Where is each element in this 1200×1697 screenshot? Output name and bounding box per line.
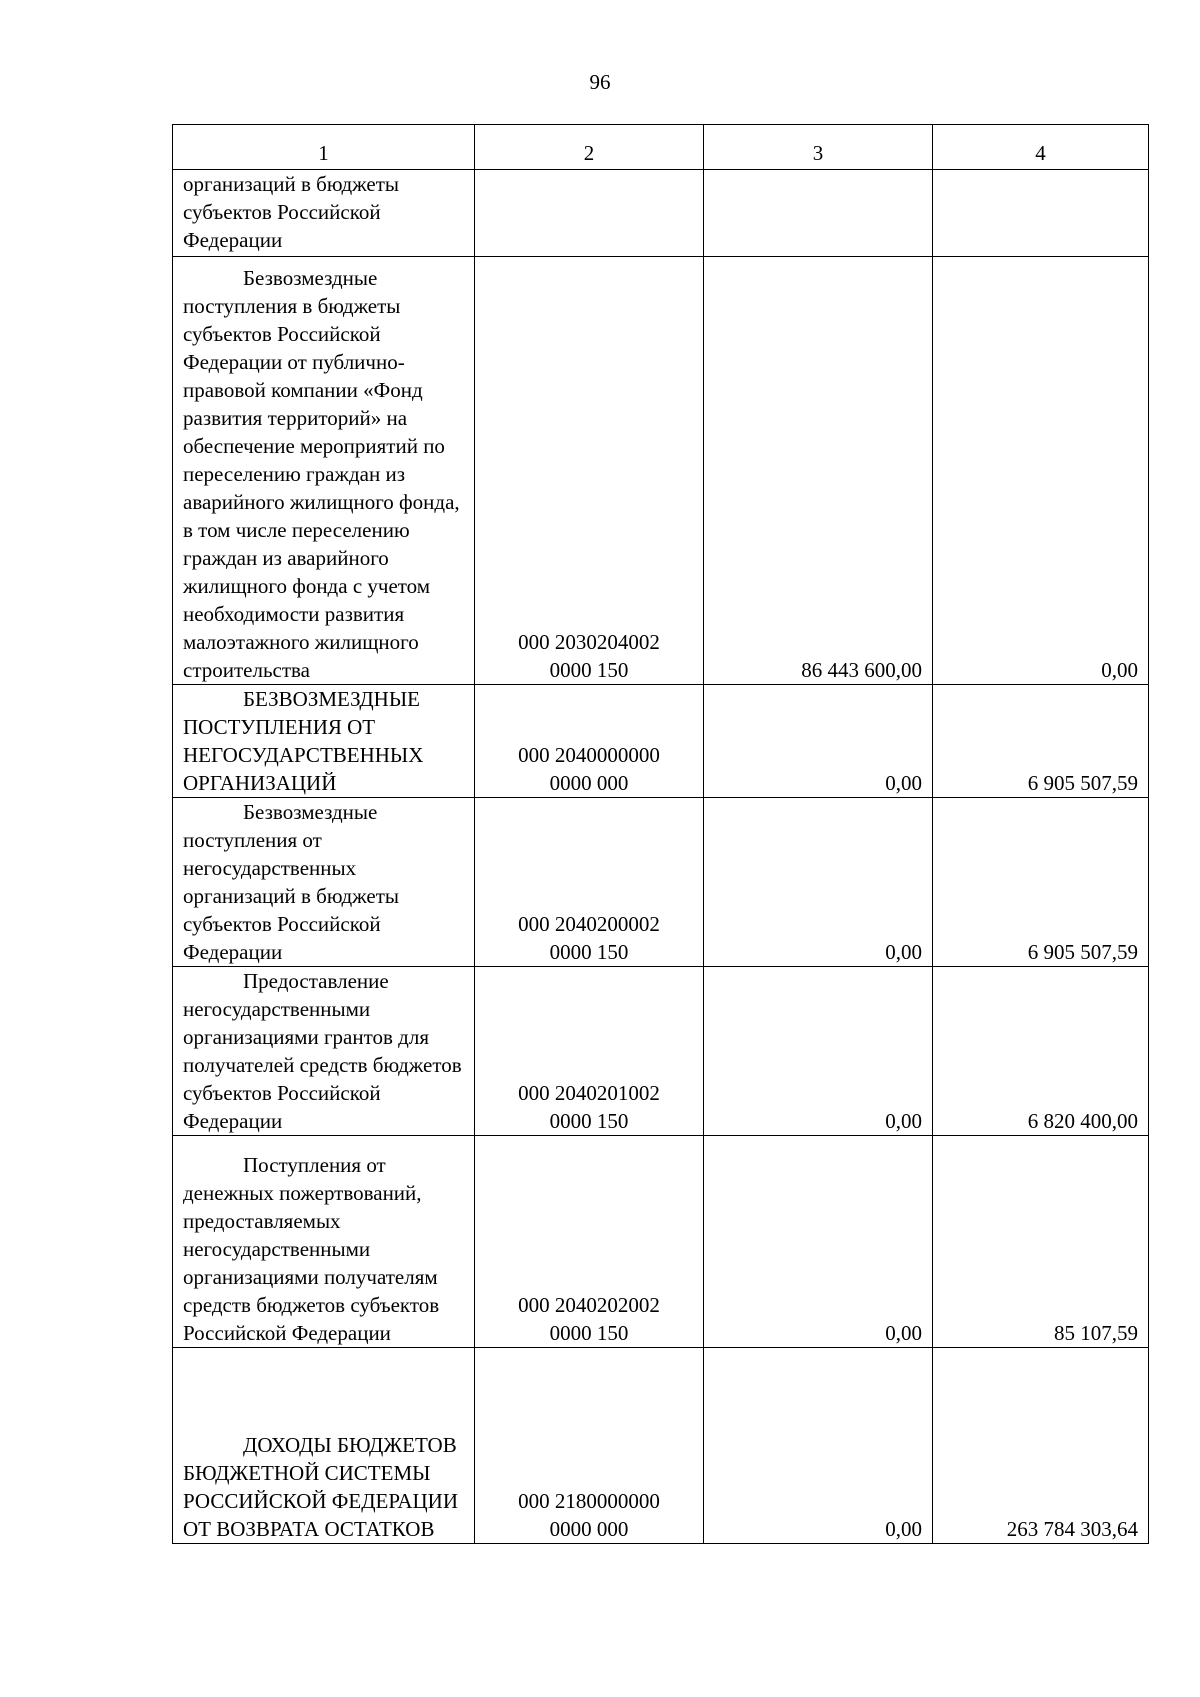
row-code-line2: 0000 000 bbox=[549, 1517, 629, 1541]
row-name-text: Безвозмездные поступления в бюджеты субъектов Российской Федерации от публично-правовой компании «Фонд развития территорий» на обеспечение мероприятий по переселению граждан из аварийного жилищного фонда, в том числе переселению граждан из аварийного жилищного фонда с учетом необходимости развития малоэтажного жилищного строительства bbox=[183, 266, 460, 682]
row-code-line2: 0000 150 bbox=[549, 1321, 629, 1345]
budget-table bbox=[172, 124, 1149, 1544]
row-name-text: Предоставление негосударственными организациями грантов для получателей средств бюджетов субъектов Российской Федерации bbox=[183, 969, 462, 1133]
row-code-line2: 0000 150 bbox=[549, 1109, 629, 1133]
row-code bbox=[475, 1348, 704, 1544]
row-code-line1: 000 2040200002 bbox=[518, 912, 660, 936]
row-name-text: организаций в бюджеты субъектов Российской Федерации bbox=[183, 172, 399, 252]
row-amount-col3: 0,00 bbox=[704, 1136, 933, 1348]
row-code-line1: 000 2040000000 bbox=[518, 743, 660, 767]
row-code-line1: 000 2180000000 bbox=[518, 1489, 660, 1513]
row-name-text: Поступления от денежных пожертвований, предоставляемых негосударственными организациями получателям средств бюджетов субъектов Российской Федерации bbox=[183, 1153, 440, 1345]
table-row bbox=[173, 1348, 1149, 1544]
row-amount-col3: 0,00 bbox=[704, 1348, 933, 1544]
row-name bbox=[173, 257, 475, 685]
column-header-4: 4 bbox=[933, 125, 1149, 170]
row-name-text: Безвозмездные поступления от негосударственных организаций в бюджеты субъектов Российской Федерации bbox=[183, 800, 399, 964]
column-header-3: 3 bbox=[704, 125, 933, 170]
row-code bbox=[475, 170, 704, 257]
row-amount-col3 bbox=[704, 170, 933, 257]
row-amount-col4: 6 905 507,59 bbox=[933, 798, 1149, 967]
row-name bbox=[173, 685, 475, 798]
row-amount-col4: 6 820 400,00 bbox=[933, 967, 1149, 1136]
row-name bbox=[173, 1348, 475, 1544]
row-code-line2: 0000 000 bbox=[549, 771, 629, 795]
row-name-text: БЕЗВОЗМЕЗДНЫЕ ПОСТУПЛЕНИЯ ОТ НЕГОСУДАРСТВЕННЫХ ОРГАНИЗАЦИЙ bbox=[183, 687, 424, 795]
table-row bbox=[173, 967, 1149, 1136]
row-amount-col3: 0,00 bbox=[704, 967, 933, 1136]
row-name bbox=[173, 967, 475, 1136]
column-header-2: 2 bbox=[475, 125, 704, 170]
row-code bbox=[475, 798, 704, 967]
row-amount-col4: 263 784 303,64 bbox=[933, 1348, 1149, 1544]
row-amount-col4: 85 107,59 bbox=[933, 1136, 1149, 1348]
row-amount-col4: 6 905 507,59 bbox=[933, 685, 1149, 798]
table-row bbox=[173, 798, 1149, 967]
row-code-line2: 0000 150 bbox=[549, 940, 629, 964]
row-amount-col4 bbox=[933, 170, 1149, 257]
page-number: 96 bbox=[589, 70, 611, 94]
row-name-text: ДОХОДЫ БЮДЖЕТОВ БЮДЖЕТНОЙ СИСТЕМЫ РОССИЙСКОЙ ФЕДЕРАЦИИ ОТ ВОЗВРАТА ОСТАТКОВ bbox=[183, 1433, 458, 1541]
table-row bbox=[173, 1136, 1149, 1348]
row-amount-col3: 0,00 bbox=[704, 685, 933, 798]
table-row bbox=[173, 257, 1149, 685]
row-code bbox=[475, 257, 704, 685]
row-name bbox=[173, 1136, 475, 1348]
column-header-1: 1 bbox=[173, 125, 475, 170]
table-row bbox=[173, 685, 1149, 798]
row-name bbox=[173, 170, 475, 257]
row-name bbox=[173, 798, 475, 967]
row-code bbox=[475, 967, 704, 1136]
table-header-row bbox=[173, 125, 1149, 170]
table-row bbox=[173, 170, 1149, 257]
row-code-line1: 000 2030204002 bbox=[518, 630, 660, 654]
row-code bbox=[475, 685, 704, 798]
row-code-line1: 000 2040201002 bbox=[518, 1081, 660, 1105]
row-code-line2: 0000 150 bbox=[549, 658, 629, 682]
row-amount-col3: 0,00 bbox=[704, 798, 933, 967]
row-code bbox=[475, 1136, 704, 1348]
row-code-line1: 000 2040202002 bbox=[518, 1293, 660, 1317]
row-amount-col3: 86 443 600,00 bbox=[704, 257, 933, 685]
row-amount-col4: 0,00 bbox=[933, 257, 1149, 685]
